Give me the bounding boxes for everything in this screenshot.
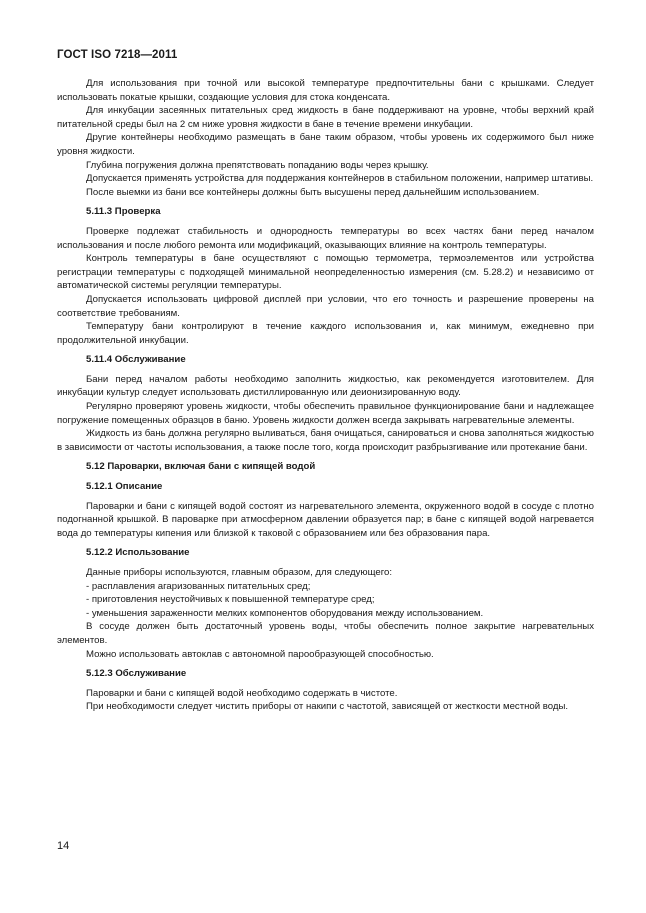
paragraph: Допускается применять устройства для поддержания контейнеров в стабильном положении, например штативы. [86, 173, 594, 185]
paragraph: Для использования при точной или высокой температуре предпочтительны бани с крышками. Следует использовать покатые крышки, создающие условия для стока конденсата. [57, 78, 594, 103]
paragraph: Данные приборы используются, главным образом, для следующего: [86, 567, 392, 578]
list-item: - приготовления неустойчивых к повышенной температуре сред; [86, 594, 375, 606]
paragraph: Пароварки и бани с кипящей водой состоят из нагревательного элемента, окруженного водой в сосуде с плотно подогнанной крышкой. В пароварке при атмосферном давлении образуется пар; в бане с кипящей водой нагревается вода до температуры кипения или близкой к таковой с образованием или без образования пара. [57, 500, 594, 539]
paragraph: Можно использовать автоклав с автономной парообразующей способностью. [86, 648, 434, 660]
paragraph: Контроль температуры в бане осуществляют с помощью термометра, термоэлементов или устройства регистрации температуры с подходящей минимальной неопределенностью измерения (см. 5.28.2) и независимо от автоматической системы регуляции температуры. [57, 253, 594, 292]
paragraph: Для инкубации засеянных питательных сред жидкость в бане поддерживают на уровне, чтобы верхний край питательной среды был на 2 см ниже уровня жидкости в бане в течение времени инкубации. [57, 105, 594, 130]
paragraph: Жидкость из бань должна регулярно выливаться, баня очищаться, санироваться и снова заполняться жидкостью в зависимости от частоты использования, а также после того, когда происходит разбрызгивание или протекание бани. [57, 428, 594, 453]
list-item: - уменьшения зараженности мелких компонентов оборудования между использованием. [86, 607, 484, 619]
list-item: - расплавления агаризованных питательных сред; [86, 580, 311, 592]
paragraph: Допускается использовать цифровой дисплей при условии, что его точность и разрешение проверены на соответствие требованиям. [57, 293, 594, 319]
section-heading-5-12: 5.12 Пароварки, включая бани с кипящей водой [86, 461, 316, 473]
paragraph: Глубина погружения должна препятствовать попаданию воды через крышку. [86, 159, 429, 171]
paragraph: Другие контейнеры необходимо размещать в бане таким образом, чтобы уровень их содержимого был ниже уровня жидкости. [57, 132, 594, 157]
section-heading-5-12-1: 5.12.1 Описание [86, 481, 163, 493]
paragraph: Пароварки и бани с кипящей водой необходимо содержать в чистоте. [86, 687, 398, 699]
section-heading-5-12-2: 5.12.2 Использование [86, 547, 190, 559]
paragraph: При необходимости следует чистить приборы от накипи с частотой, зависящей от жесткости местной воды. [86, 701, 569, 713]
paragraph: Бани перед началом работы необходимо заполнить жидкостью, как рекомендуется изготовителем. Для инкубации культур следует использовать дистиллированную или деионизированную воду. [57, 373, 594, 399]
paragraph: В сосуде должен быть достаточный уровень воды, чтобы обеспечить полное закрытие нагревательных элементов. [57, 621, 594, 646]
paragraph: Температуру бани контролируют в течение каждого использования и, как минимум, ежедневно при продолжительной инкубации. [57, 321, 594, 346]
paragraph: Регулярно проверяют уровень жидкости, чтобы обеспечить правильное функционирование бани и надлежащее погружение помещенных образцов в баню. Уровень жидкости должен всегда закрывать нагревательные элементы. [57, 401, 594, 426]
page-number: 14 [57, 840, 70, 852]
section-heading-5-11-3: 5.11.3 Проверка [86, 206, 161, 218]
document-header: ГОСТ ISO 7218—2011 [57, 49, 178, 61]
paragraph: После выемки из бани все контейнеры должны быть высушены перед дальнейшим использованием. [86, 186, 540, 198]
section-heading-5-11-4: 5.11.4 Обслуживание [86, 354, 186, 366]
document-body [57, 77, 594, 714]
section-heading-5-12-3: 5.12.3 Обслуживание [86, 668, 187, 680]
paragraph: Проверке подлежат стабильность и однородность температуры во всех частях бани перед началом использования и после любого ремонта или модификаций, оказывающих влияние на контроль температуры. [57, 225, 594, 251]
